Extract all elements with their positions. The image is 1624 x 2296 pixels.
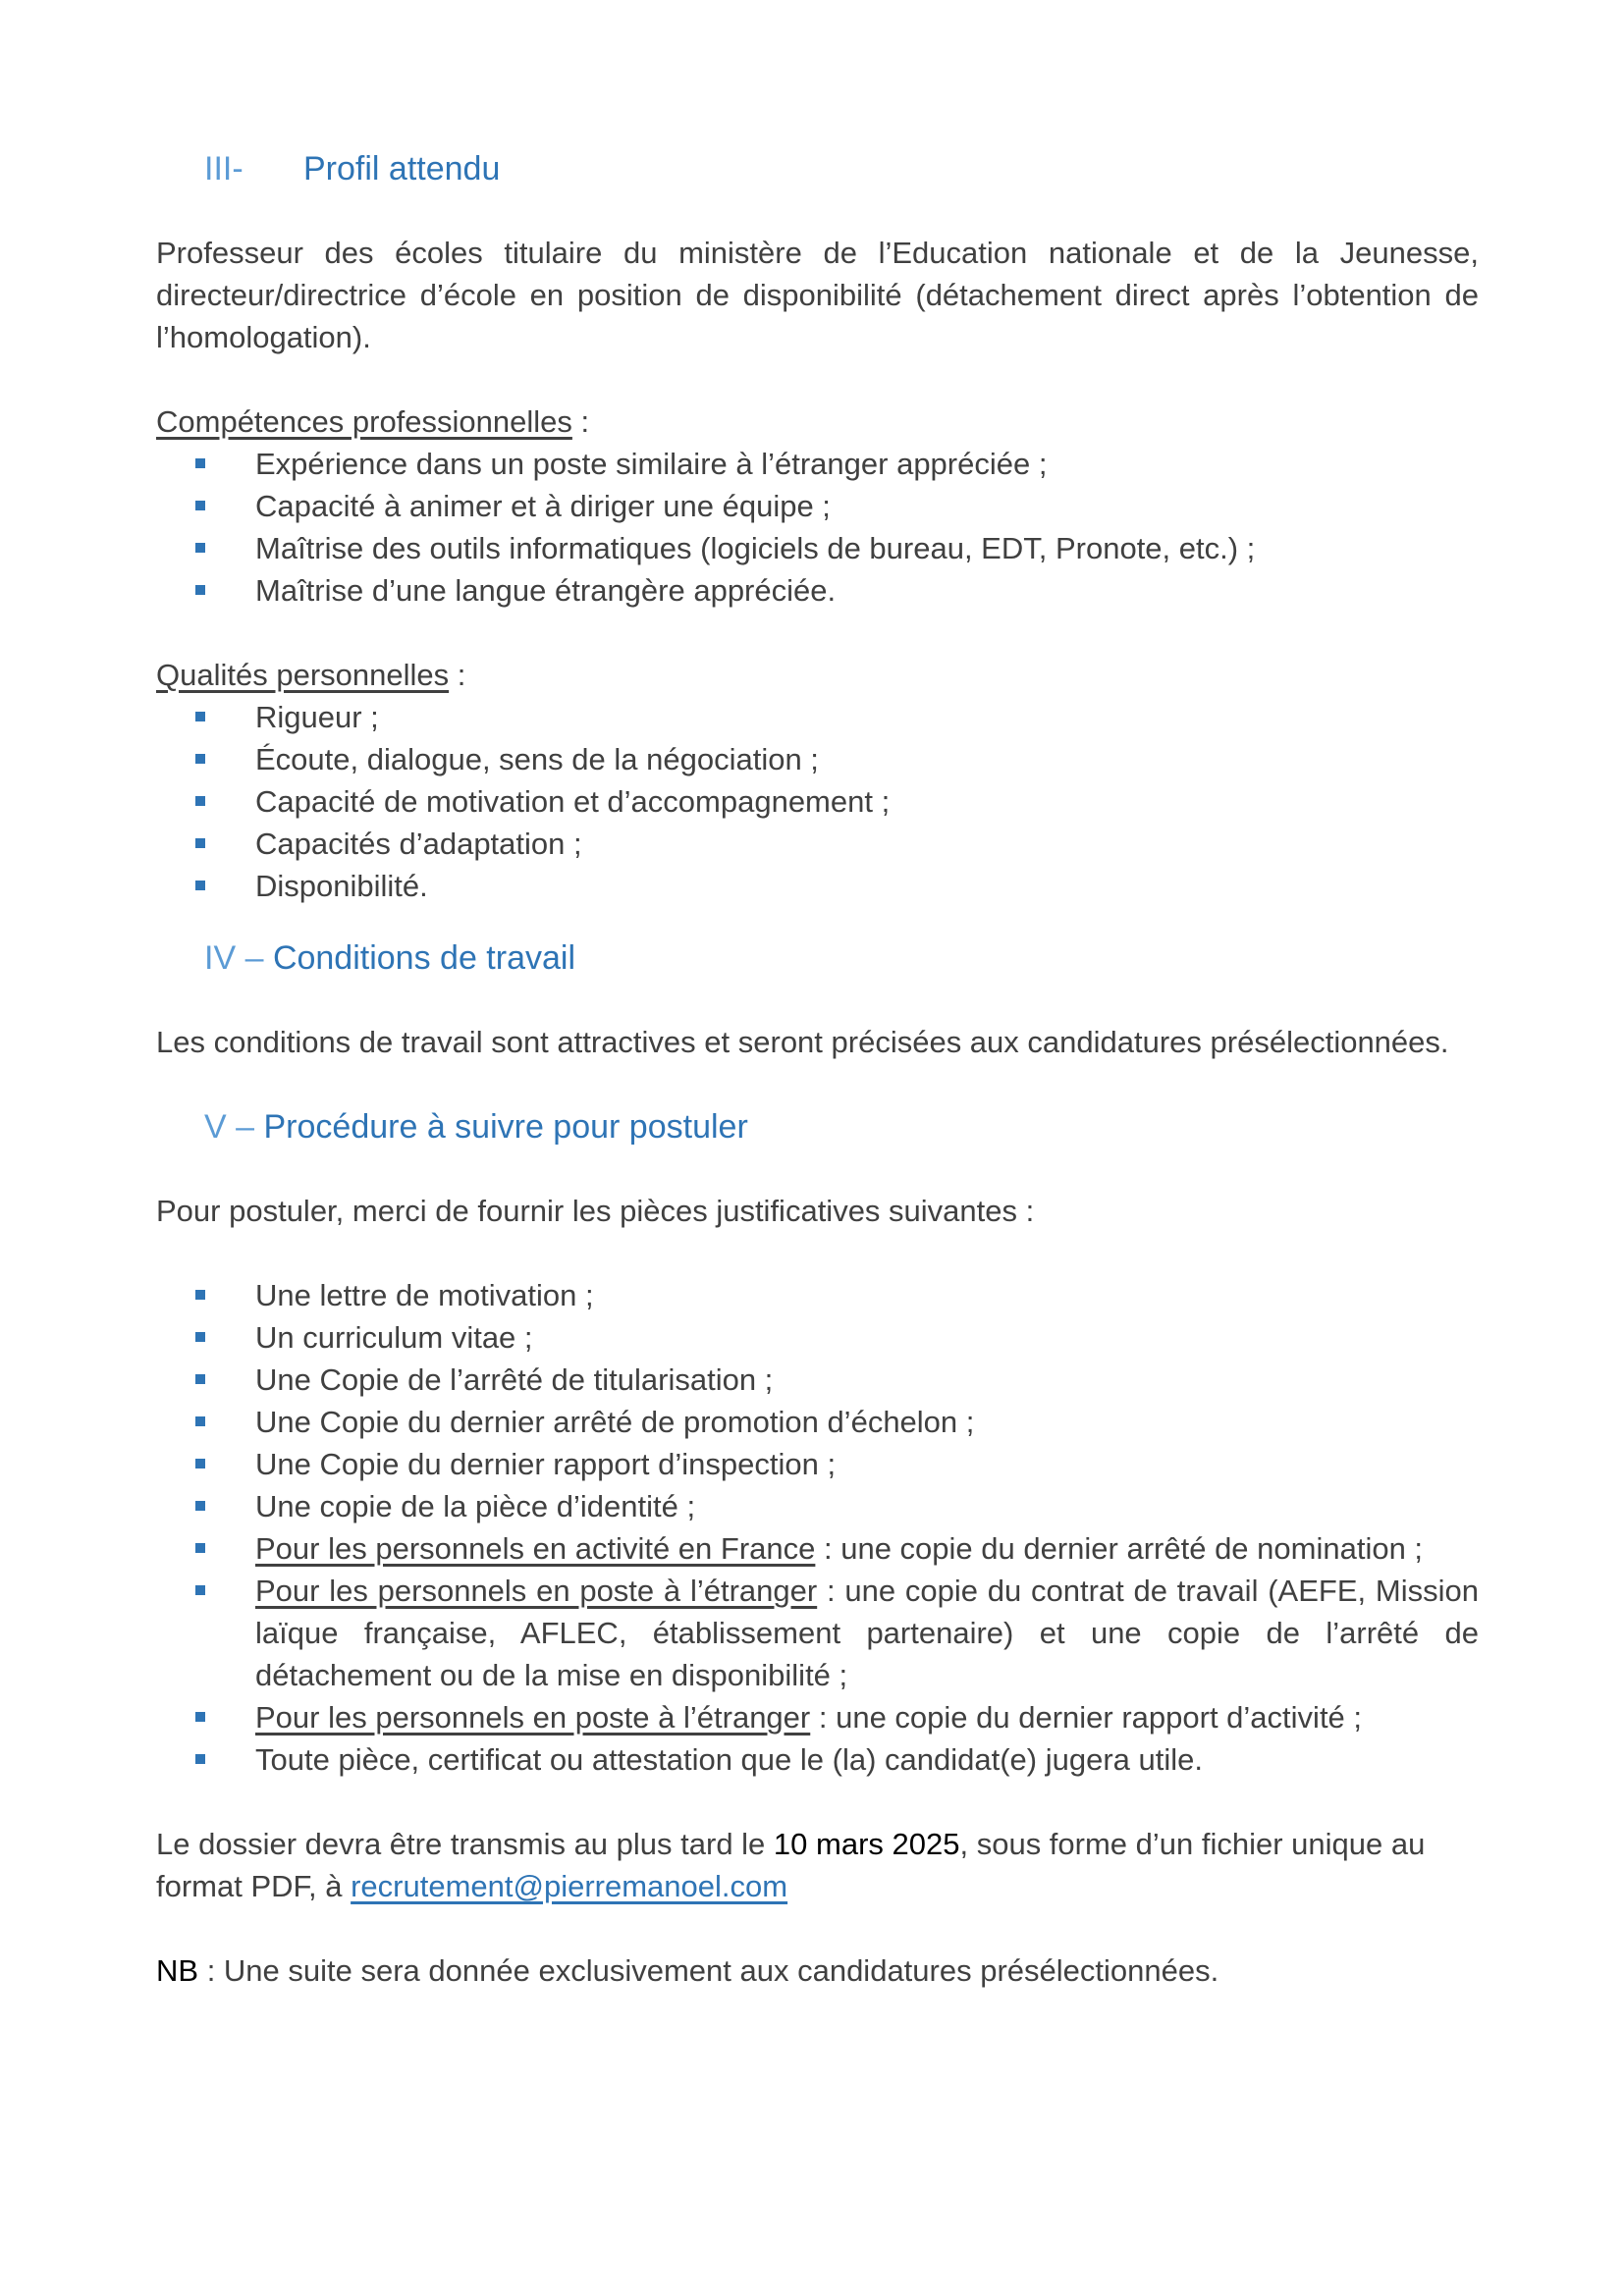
section-4-number: IV [204, 939, 237, 977]
section-5-number: V [204, 1108, 227, 1146]
list-item: Un curriculum vitae ; [156, 1316, 1479, 1359]
section-5-dash: – [226, 1108, 264, 1146]
list-item: Écoute, dialogue, sens de la négociation ; [156, 738, 1479, 780]
list-item: Capacités d’adaptation ; [156, 823, 1479, 865]
bullet-square-icon [195, 501, 205, 510]
section-3-title: Profil attendu [303, 150, 501, 187]
skills-list [156, 443, 1479, 612]
procedure-intro: Pour postuler, merci de fournir les pièces justificatives suivantes : [156, 1194, 1035, 1228]
section-4-title: Conditions de travail [272, 939, 575, 977]
skills-heading-colon: : [571, 404, 590, 439]
bullet-square-icon [195, 1416, 205, 1426]
deadline-date: 10 mars 2025 [773, 1827, 960, 1861]
bullet-square-icon [195, 712, 205, 721]
qualities-heading [156, 654, 1479, 696]
list-item: Pour les personnels en poste à l’étranger : une copie du dernier rapport d’activité ; [156, 1696, 1479, 1738]
profile-intro: Professeur des écoles titulaire du ministère de l’Education nationale et de la Jeunesse, directeur/directrice d’école en position de disponibilité (détachement direct après l’obtention de l’homologation). [156, 236, 1479, 354]
list-item: Rigueur ; [156, 696, 1479, 738]
bullet-square-icon [195, 1543, 205, 1553]
bullet-square-icon [195, 458, 205, 468]
bullet-square-icon [195, 1501, 205, 1511]
list-item: Maîtrise des outils informatiques (logiciels de bureau, EDT, Pronote, etc.) ; [156, 527, 1479, 569]
bullet-square-icon [195, 1754, 205, 1764]
list-item: Disponibilité. [156, 865, 1479, 907]
bullet-square-icon [195, 796, 205, 806]
nb-note [156, 1949, 1479, 1992]
skills-heading-label: Compétences professionnelles [156, 404, 572, 439]
work-conditions-text: Les conditions de travail sont attractives et seront précisées aux candidatures présélectionnées. [156, 1025, 1449, 1059]
bullet-square-icon [195, 1459, 205, 1468]
bullet-square-icon [195, 585, 205, 595]
skills-heading [156, 400, 1479, 443]
bullet-square-icon [195, 881, 205, 890]
list-item: Pour les personnels en poste à l’étranger : une copie du contrat de travail (AEFE, Mission laïque française, AFLEC, établissement partenaire) et une copie de l’arrêté de détachement ou de la mise en disponibilité ; [156, 1570, 1479, 1696]
list-item: Une Copie du dernier rapport d’inspection ; [156, 1443, 1479, 1485]
deadline-paragraph: Le dossier devra être transmis au plus tard le 10 mars 2025, sous forme d’un fichier unique au format PDF, à recrutement@pierremanoel.com [156, 1827, 1426, 1903]
bullet-square-icon [195, 1374, 205, 1384]
section-4-dash: – [236, 939, 273, 977]
bullet-square-icon [195, 1585, 205, 1595]
documents-list [156, 1274, 1479, 1781]
email-link[interactable]: recrutement@pierremanoel.com [351, 1869, 788, 1903]
list-item: Capacité de motivation et d’accompagnement ; [156, 780, 1479, 823]
bullet-square-icon [195, 1712, 205, 1722]
list-item: Capacité à animer et à diriger une équipe ; [156, 485, 1479, 527]
bullet-square-icon [195, 1290, 205, 1300]
list-item: Une Copie du dernier arrêté de promotion d’échelon ; [156, 1401, 1479, 1443]
qualities-list [156, 696, 1479, 907]
bullet-square-icon [195, 543, 205, 553]
list-item: Pour les personnels en activité en France : une copie du dernier arrêté de nomination ; [156, 1527, 1479, 1570]
document-content [156, 147, 1479, 1992]
qualities-heading-colon: : [449, 658, 466, 692]
list-item: Maîtrise d’une langue étrangère appréciée. [156, 569, 1479, 612]
list-item: Une Copie de l’arrêté de titularisation ; [156, 1359, 1479, 1401]
list-item: Toute pièce, certificat ou attestation que le (la) candidat(e) jugera utile. [156, 1738, 1479, 1781]
list-item: Une copie de la pièce d’identité ; [156, 1485, 1479, 1527]
nb-text: : Une suite sera donnée exclusivement aux candidatures présélectionnées. [198, 1953, 1219, 1988]
bullet-square-icon [195, 838, 205, 848]
section-4-heading [204, 936, 1479, 980]
qualities-heading-label: Qualités personnelles [156, 658, 450, 692]
section-5-title: Procédure à suivre pour postuler [263, 1108, 748, 1146]
section-3-heading [204, 147, 1479, 190]
bullet-square-icon [195, 1332, 205, 1342]
nb-label: NB [156, 1953, 199, 1988]
bullet-square-icon [195, 754, 205, 764]
section-5-heading [204, 1105, 1479, 1148]
section-3-number: III- [204, 150, 244, 187]
list-item: Expérience dans un poste similaire à l’étranger appréciée ; [156, 443, 1479, 485]
list-item: Une lettre de motivation ; [156, 1274, 1479, 1316]
